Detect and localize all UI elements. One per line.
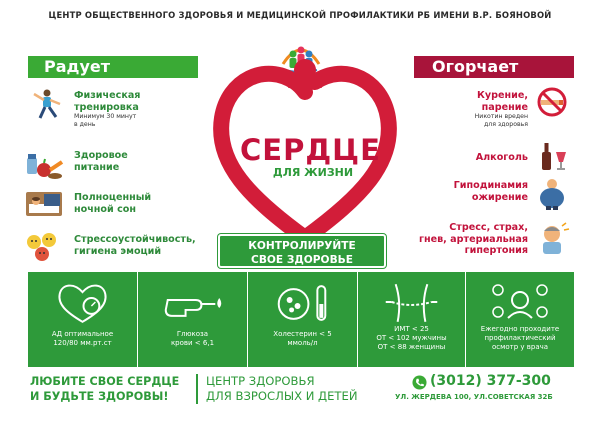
no-smoking-icon: [532, 86, 572, 118]
metric-line: ОТ < 88 женщины: [377, 343, 446, 351]
phone-icon: [412, 375, 427, 390]
blood-pressure-icon: [28, 278, 137, 328]
good-item-title: Здоровое: [74, 150, 128, 161]
good-habits-header: Радует: [28, 56, 198, 78]
bad-item-title: Стресс, страх,: [449, 222, 528, 233]
organization-name: ЦЕНТР ОБЩЕСТВЕННОГО ЗДОРОВЬЯ И МЕДИЦИНСКОЙ ПРОФИЛАКТИКИ РБ ИМЕНИ В.Р. БОЯНОВОЙ: [48, 10, 552, 20]
metric-text: [466, 325, 574, 352]
center-line: ДЛЯ ВЗРОСЛЫХ И ДЕТЕЙ: [206, 389, 358, 403]
bad-item-smoking: [400, 90, 528, 129]
waist-icon: [358, 278, 465, 328]
bad-item-title: гипертония: [464, 245, 528, 256]
center-line: ЦЕНТР ЗДОРОВЬЯ: [206, 374, 315, 388]
footer-center-name: [196, 374, 358, 404]
glucose-icon: [138, 278, 247, 328]
metric-text: [138, 330, 247, 348]
metric-line: АД оптимальное: [51, 330, 114, 338]
metric-line: крови < 6,1: [170, 339, 215, 347]
metric-glucose: [138, 272, 248, 367]
good-item-note: Минимум 30 минут: [74, 113, 137, 120]
metric-blood-pressure: [28, 272, 138, 367]
bad-habits-header: Огорчает: [414, 56, 574, 78]
stress-icon: [532, 222, 572, 254]
emotions-icon: [24, 230, 64, 262]
cholesterol-icon: [248, 278, 357, 328]
obesity-icon: [532, 178, 572, 210]
healthy-food-icon: [24, 148, 64, 180]
good-item-title: питание: [74, 161, 120, 173]
control-health-banner: [218, 234, 386, 268]
slogan-line: ЛЮБИТЕ СВОЕ СЕРДЦЕ: [30, 375, 180, 388]
metric-cholesterol: [248, 272, 358, 367]
metric-line: ИМТ < 25: [394, 325, 429, 333]
checkup-icon: [466, 278, 574, 328]
metric-line: Ежегодно проходите: [480, 325, 560, 333]
phone-number: (3012) 377-300: [430, 373, 551, 389]
good-item-title: тренировка: [74, 101, 139, 113]
metric-bmi: [358, 272, 466, 367]
footer-slogan: [30, 374, 179, 404]
bad-item-title: Алкоголь: [475, 152, 528, 163]
metric-line: Глюкоза: [176, 330, 209, 338]
bad-item-title: парение: [481, 101, 528, 113]
metric-text: [358, 325, 465, 352]
metric-line: Холестерин < 5: [273, 330, 332, 338]
good-item-exercise: [74, 90, 214, 129]
bad-item-inactivity: [400, 180, 528, 203]
metric-text: [28, 330, 137, 348]
control-line: КОНТРОЛИРУЙТЕ: [248, 240, 356, 252]
sleep-icon: [24, 188, 64, 220]
bad-item-note: для здоровья: [483, 121, 528, 128]
slogan-line: И БУДЬТЕ ЗДОРОВЫ!: [30, 390, 169, 403]
alcohol-icon: [532, 140, 572, 172]
good-item-title: Физическая: [74, 90, 141, 101]
metric-line: профилактический: [484, 334, 556, 342]
bad-item-title: ожирение: [471, 191, 528, 203]
metric-line: ммоль/л: [287, 339, 318, 347]
good-item-title: гигиена эмоций: [74, 245, 162, 257]
bad-item-title: Курение,: [477, 90, 528, 101]
bad-item-note: Никотин вреден: [474, 113, 528, 120]
heart-title: СЕРДЦЕ: [240, 133, 381, 167]
metric-text: [248, 330, 357, 348]
bad-item-title: гнев, артериальная: [418, 233, 528, 245]
good-item-emotions: [74, 234, 214, 257]
good-item-title: ночной сон: [74, 203, 136, 215]
exercise-icon: [26, 88, 66, 120]
metric-line: 120/80 мм.рт.ст: [53, 339, 112, 347]
good-item-food: [74, 150, 204, 173]
metric-checkup: [466, 272, 574, 367]
metric-line: ОТ < 102 мужчины: [376, 334, 447, 342]
good-item-title: Полноценный: [74, 192, 152, 203]
health-metrics-panel: [28, 272, 574, 367]
bad-item-title: Гиподинамия: [453, 180, 528, 191]
metric-line: осмотр у врача: [491, 343, 549, 351]
heart-subtitle: ДЛЯ ЖИЗНИ: [272, 166, 354, 179]
bad-item-alcohol: [400, 152, 528, 164]
good-item-title: Стрессоустойчивость,: [74, 234, 196, 245]
control-line: СВОЕ ЗДОРОВЬЕ: [251, 254, 353, 266]
address: УЛ. ЖЕРДЕВА 100, УЛ.СОВЕТСКАЯ 32Б: [395, 393, 553, 401]
bad-item-stress: [400, 222, 528, 257]
good-item-sleep: [74, 192, 204, 215]
good-item-note: в день: [74, 121, 96, 128]
